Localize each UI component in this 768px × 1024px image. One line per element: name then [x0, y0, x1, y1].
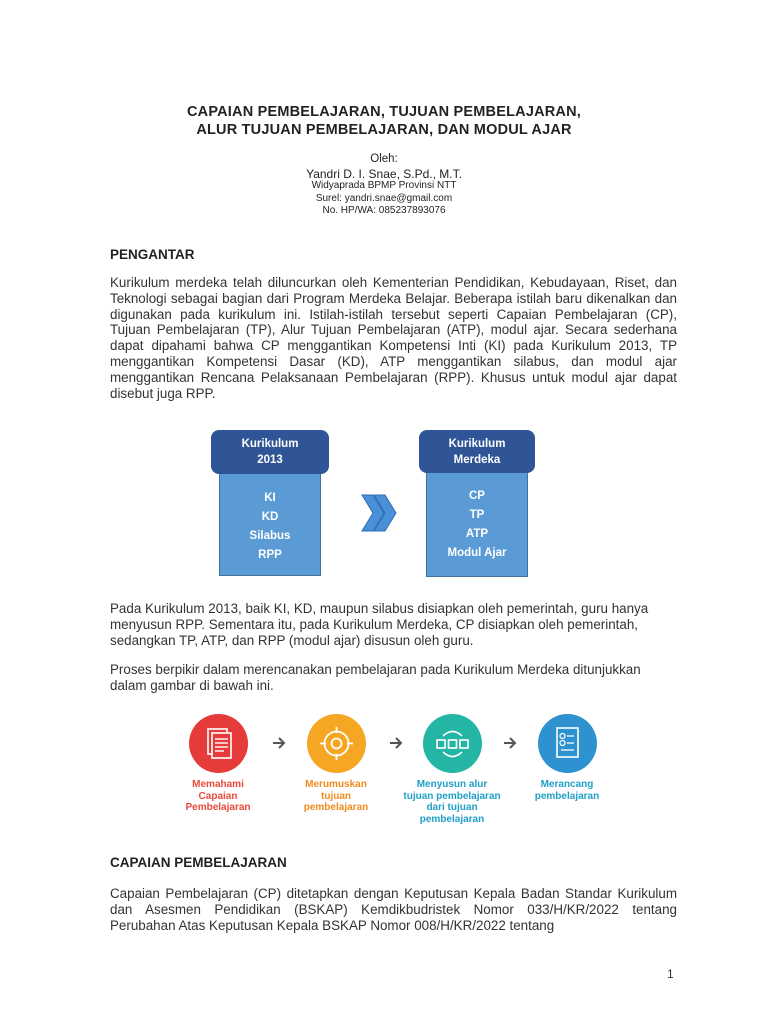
step-circle-4: [538, 714, 597, 773]
author-phone: No. HP/WA: 085237893076: [322, 205, 446, 216]
step-label-3: [392, 779, 512, 825]
step-label-line: Merumuskan: [305, 779, 367, 790]
paragraph-comparison: Pada Kurikulum 2013, baik KI, KD, maupun silabus disiapkan oleh pemerintah, guru hanya menyusun RPP. Sementara itu, pada Kurikulum Merdeka, CP disiapkan oleh pemerintah, sedangkan TP, ATP, dan RPP (modul ajar) disusun oleh guru.: [110, 601, 649, 648]
k2013-item: RPP: [258, 549, 282, 561]
paragraph-intro: Kurikulum merdeka telah diluncurkan oleh Kementerian Pendidikan, Kebudayaan, Riset, dan Teknologi sebagai bagian dari Program Merdeka Belajar. Beberapa istilah baru dikenalkan dan digunakan pada kurikulum ini. Istilah-istilah tersebut seperti Capaian Pembelajaran (CP), Tujuan Pembelajaran (TP), Alur Tujuan Pembelajaran (ATP), modul ajar. Secara sederhana dapat dipahami bahwa CP menggantikan Kompetensi Inti (KI) pada Kurikulum 2013, TP menggantikan Kompetensi Dasar (KD), ATP menggantikan silabus, dan modul ajar menggantikan Rencana Pelaksanaan Pembelajaran (RPP). Khusus untuk modul ajar dapat disebut juga RPP.: [110, 275, 677, 401]
document-title-line2: ALUR TUJUAN PEMBELAJARAN, DAN MODUL AJAR: [196, 122, 572, 138]
section-heading-capaian: CAPAIAN PEMBELAJARAN: [110, 855, 287, 870]
arrow-right-icon: [388, 735, 404, 751]
step-label-line: Menyusun alur: [416, 779, 488, 790]
kurikulum-merdeka-header: [419, 430, 535, 473]
flow-icon: [423, 714, 482, 773]
document-title-line1: CAPAIAN PEMBELAJARAN, TUJUAN PEMBELAJARAN,: [186, 104, 582, 120]
k2013-head-line1: Kurikulum: [241, 438, 299, 450]
lesson-plan-icon: [538, 714, 597, 773]
step-circle-1: [189, 714, 248, 773]
step-label-line: pembelajaran: [534, 790, 600, 802]
merdeka-item: ATP: [465, 528, 489, 540]
step-label-line: Pembelajaran: [185, 802, 251, 814]
author-by: Oleh:: [370, 153, 398, 165]
step-label-line: dari tujuan: [426, 802, 478, 814]
step-label-line: tujuan pembelajaran: [403, 790, 501, 802]
step-label-line: Capaian: [198, 790, 238, 802]
target-icon: [307, 714, 366, 773]
author-name: Yandri D. I. Snae, S.Pd., M.T.: [306, 167, 462, 181]
step-label-line: Merancang: [540, 779, 594, 790]
k2013-item: KD: [261, 511, 279, 523]
paragraph-process-intro: Proses berpikir dalam merencanakan pembelajaran pada Kurikulum Merdeka ditunjukkan dalam gambar di bawah ini.: [110, 662, 641, 693]
merdeka-item: TP: [469, 509, 485, 521]
step-label-4: [507, 779, 627, 802]
step-label-line: tujuan: [321, 790, 351, 802]
author-position: Widyaprada BPMP Provinsi NTT: [311, 180, 457, 191]
step-label-line: Memahami: [192, 779, 244, 790]
step-label-line: pembelajaran: [303, 802, 369, 814]
step-label-1: [158, 779, 278, 814]
kurikulum-2013-items: [219, 472, 321, 576]
document-icon: [189, 714, 248, 773]
arrow-right-icon: [502, 735, 518, 751]
step-label-2: [276, 779, 396, 814]
step-circle-3: [423, 714, 482, 773]
kurikulum-2013-header: [211, 430, 329, 474]
merdeka-item: CP: [469, 490, 485, 502]
page-number: 1: [667, 967, 674, 981]
kurikulum-merdeka-items: [426, 469, 528, 577]
k2013-item: Silabus: [249, 530, 291, 542]
merdeka-head-line2: Merdeka: [453, 453, 501, 466]
section-heading-pengantar: PENGANTAR: [110, 247, 195, 262]
k2013-head-line2: 2013: [257, 454, 283, 466]
author-email: Surel: yandri.snae@gmail.com: [315, 193, 453, 204]
arrow-right-icon: [271, 735, 287, 751]
merdeka-head-line1: Kurikulum: [448, 437, 506, 450]
step-label-line: pembelajaran: [419, 813, 485, 825]
merdeka-item: Modul Ajar: [447, 547, 507, 559]
paragraph-capaian: Capaian Pembelajaran (CP) ditetapkan dengan Keputusan Kepala Badan Standar Kurikulum dan Asesmen Pendidikan (BSKAP) Kemdikbudristek Nomor 033/H/KR/2022 tentang Perubahan Atas Keputusan Kepala BSKAP Nomor 008/H/KR/2022 tentang: [110, 886, 677, 933]
k2013-item: KI: [264, 492, 276, 504]
step-circle-2: [307, 714, 366, 773]
double-chevron-right-icon: [360, 493, 398, 533]
